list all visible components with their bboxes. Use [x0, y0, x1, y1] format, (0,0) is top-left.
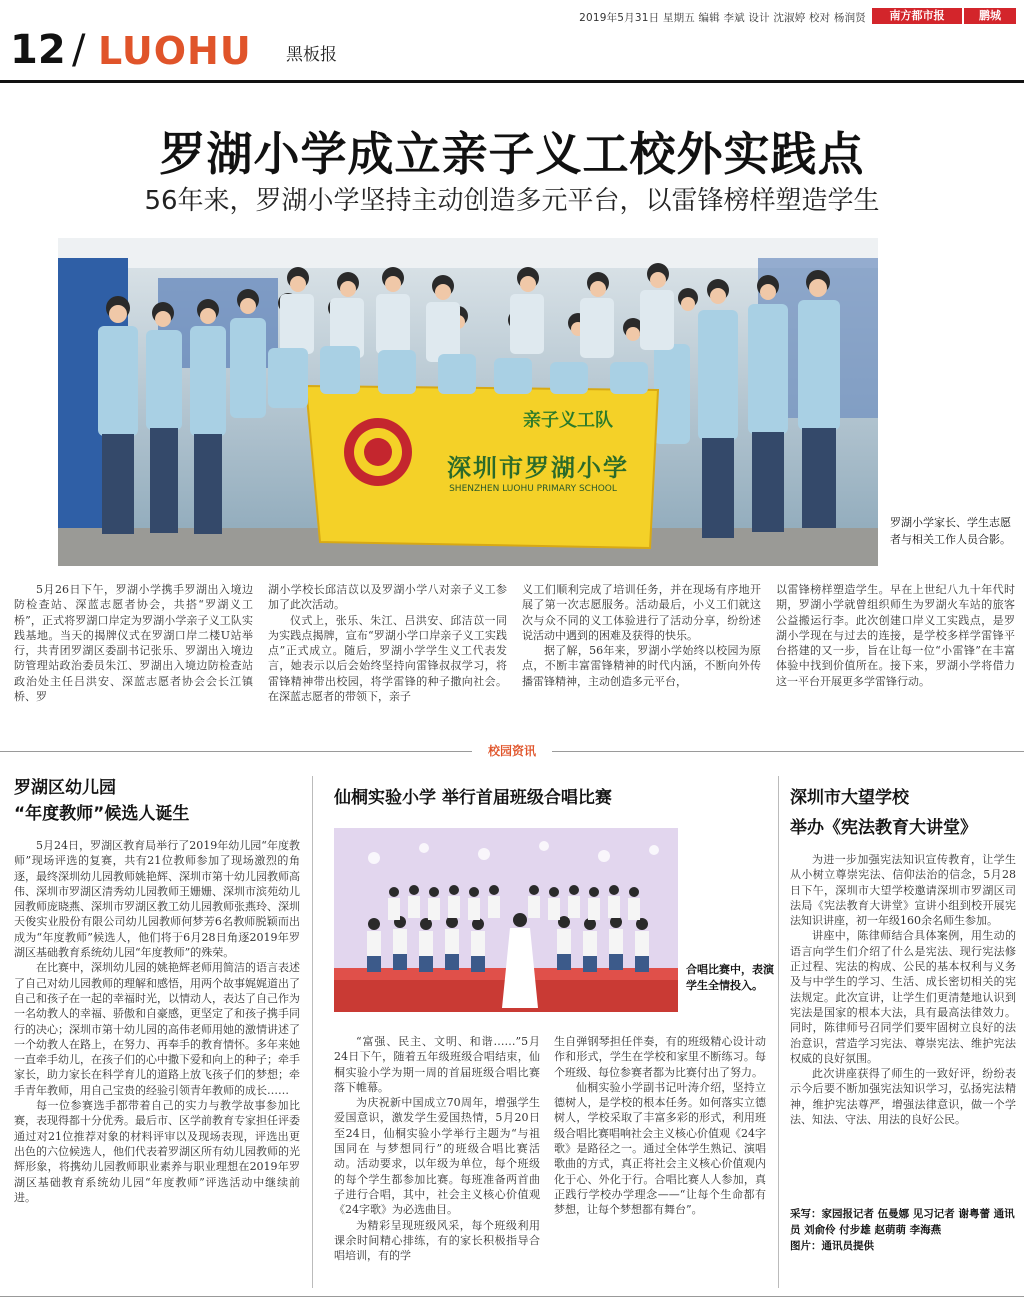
banner-text-2: 深圳市罗湖小学: [447, 454, 629, 482]
issue-meta: 2019年5月31日 星期五 编辑 李斌 设计 沈淑婷 校对 杨润贤: [579, 12, 866, 24]
newspaper-logo: 南方都市报: [872, 8, 962, 24]
choir-photo: [334, 828, 678, 1012]
lead-column-2: [268, 582, 507, 704]
lead-paragraph: 5月26日下午，罗湖小学携手罗湖出入境边防检查站、深蓝志愿者协会，共搭“罗湖义工桥”，正式将罗湖口岸定为罗湖小学亲子义工队实践基地。当天的揭牌仪式在罗湖口岸二楼U站举行，共青团罗湖区委副书记张乐、罗湖出入境边防管理站政治委员朱江、罗湖出入境边防检查站政治处主任吕洪安、深蓝志愿者协会会长江镇桥、罗: [14, 583, 253, 704]
left-article-title-1: 罗湖区幼儿园: [14, 778, 116, 798]
left-article-paragraph: 每一位参赛选手都带着自己的实力与教学故事参加比赛，表现得都十分优秀。最后市、区学前教育专家担任评委通过对21位推荐对象的材料评审以及现场表现，评选出更出色的六位候选人，他们代表着罗湖区所有幼儿园教师的光辉形象，将携幼儿园教师职业素养与职业理想在2019年罗湖区基础教育系统幼儿园“年度教师”评选活动中继续前进。: [14, 1099, 300, 1204]
right-article-paragraph: 讲座中，陈律师结合具体案例，用生动的语言向学生们介绍了什么是宪法、现行宪法修正过程、宪法的构成、公民的基本权利与义务及与中学生的学习、生活、成长密切相关的宪法规定。此次宣讲，让学生们更清楚地认识到宪法是国家的根本大法，具有最高法律效力。同时，陈律师号召同学们要牢固树立良好的法治意识，营造学习宪法、尊崇宪法、维护宪法权威的良好氛围。: [790, 929, 1016, 1065]
left-article-title-2: “年度教师”候选人诞生: [14, 804, 190, 824]
column-rule: [312, 776, 313, 1288]
section-label: 校园资讯: [472, 742, 552, 760]
right-article-title-1: 深圳市大望学校: [790, 788, 909, 808]
group-photo-illustration: [58, 238, 878, 566]
lead-column-3: [522, 582, 761, 689]
center-article-paragraph: “富强、民主、文明、和谐……”5月24日下午，随着五年级班级合唱结束，仙桐实验小学为期一周的首届班级合唱比赛落下帷幕。: [334, 1035, 540, 1094]
center-article-title: 仙桐实验小学 举行首届班级合唱比赛: [334, 788, 612, 808]
lead-paragraph: 仪式上，张乐、朱江、吕洪安、邱洁苡一同为实践点揭牌，宣布“罗湖小学口岸亲子义工实践点”正式成立。随后，罗湖小学学生义工代表发言，她表示以后会始终坚持向雷锋叔叔学习，将雷锋精神带出校园，将学雷锋的种子撒向社会。在深蓝志愿者的带领下，亲子: [268, 613, 507, 704]
page-headline: 罗湖小学成立亲子义工校外实践点: [159, 127, 865, 181]
right-article-title-2: 举办《宪法教育大讲堂》: [790, 818, 977, 838]
right-article-paragraph: 为进一步加强宪法知识宣传教育，让学生从小树立尊崇宪法、信仰法治的信念，5月28日下午，深圳市大望学校邀请深圳市罗湖区司法局《宪法教育大讲堂》宣讲小组到校开展宪法知识讲座，初一年级160余名师生参加。: [790, 853, 1016, 928]
edition-logo: 鹏城: [964, 8, 1016, 24]
article-credits: [790, 1206, 1018, 1254]
group-photo: [58, 238, 878, 566]
lead-column-1: [14, 582, 253, 704]
center-article-column-2: [554, 1034, 766, 1218]
column-rule: [778, 776, 779, 1288]
center-article-paragraph: 为庆祝新中国成立70周年，增强学生爱国意识，激发学生爱国热情，5月20日至24日，仙桐实验小学举行主题为“与祖国同在 与梦想同行”的班级合唱比赛活动。活动要求，以年级为单位，每个班级的每个学生都参加比赛。每班准备两首曲子进行合唱，其中，社会主义核心价值观《24字歌》为必选曲目。: [334, 1096, 540, 1217]
center-article-column-1: [334, 1034, 540, 1263]
center-article-paragraph: 仙桐实验小学副书记叶涛介绍，坚持立德树人，是学校的根本任务。如何落实立德树人，学校采取了丰富多彩的形式，利用班级合唱比赛唱响社会主义核心价值观《24字歌》是路径之一。通过全体学生熟记、演唱歌曲的方式，真正将社会主义核心价值观内化于心、外化于行。合唱比赛人人参加，真正践行学校办学理念——“让每个生命都有梦想，让每个梦想都有舞台”。: [554, 1080, 766, 1217]
lead-paragraph: 湖小学校长邱洁苡以及罗湖小学八对亲子义工参加了此次活动。: [268, 583, 507, 612]
lead-column-4: [776, 582, 1015, 689]
right-article-paragraph: 此次讲座获得了师生的一致好评，纷纷表示今后要不断加强宪法知识学习，弘扬宪法精神，维护宪法尊严，增强法律意识，做一个学法、知法、守法、用法的良好公民。: [790, 1067, 1016, 1127]
section-name: LUOHU: [98, 29, 252, 73]
reporter-credit: 采写：家园报记者 伍曼娜 见习记者 谢粤蕾 通讯员 刘俞伶 付步雄 赵萌萌 李海燕: [790, 1208, 1015, 1236]
masthead-bar: [0, 0, 1024, 28]
banner-text-1: 亲子义工队: [523, 410, 613, 431]
lead-paragraph: 以雷锋榜样塑造学生。早在上世纪八九十年代时期，罗湖小学就曾组织师生为罗湖火车站的旅客公益搬运行李。此次创建口岸义工实践点，是罗湖小学现在与过去的连接，是学校多样学雷锋平台搭建的又一步，旨在让每一位“小雷锋”在丰富体验中找到价值所在。接下来，罗湖小学将借力这一平台开展更多学雷锋行动。: [776, 583, 1015, 688]
top-rule: [0, 80, 1024, 83]
page-number: 12: [10, 27, 66, 73]
banner-text-3: SHENZHEN LUOHU PRIMARY SCHOOL: [449, 484, 617, 494]
photo-credit: 图片：通讯员提供: [790, 1240, 874, 1252]
page-subhead: 56年来，罗湖小学坚持主动创造多元平台，以雷锋榜样塑造学生: [144, 186, 880, 216]
bottom-rule: [0, 1296, 1024, 1297]
column-name: 黑板报: [286, 45, 337, 65]
group-photo-caption: 罗湖小学家长、学生志愿者与相关工作人员合影。: [890, 516, 1011, 546]
slash-divider: /: [72, 27, 86, 73]
left-article-paragraph: 5月24日，罗湖区教育局举行了2019年幼儿园“年度教师”现场评选的复赛，共有21位教师参加了现场激烈的角逐，最终深圳幼儿园教师姚艳辉、深圳市第十幼儿园教师高伟、深圳市罗湖区清秀幼儿园教师王姗姗、深圳市滨苑幼儿园教师庞晓燕、深圳市罗湖区教工幼儿园教师张燕玲、深圳天俊实业股份有限公司幼儿园教师何梦芳6名教师脱颖而出成为“年度教师”候选人，他们将于6月28日角逐2019年罗湖区基础教育系统幼儿园“年度教师”的殊荣。: [14, 839, 300, 960]
lead-paragraph: 据了解，56年来，罗湖小学始终以校园为原点，不断丰富雷锋精神的时代内涵，不断向外传播雷锋精神，主动创造多元平台，: [522, 644, 761, 688]
left-article-body: [14, 838, 300, 1205]
lead-paragraph: 义工们顺利完成了培训任务，并在现场有序地开展了第一次志愿服务。活动最后，小义工们就这次与众不同的义工体验进行了活动分享，纷纷述说活动中遇到的困难及获得的快乐。: [522, 583, 761, 642]
left-article-paragraph: 在比赛中，深圳幼儿园的姚艳辉老师用简洁的语言表述了自己对幼儿园教师的理解和感悟，用两个故事娓娓道出了自己和孩子在一起的幸福时光，以情动人，表达了自己作为一名幼教人的幸福、骄傲和自豪感，更坚定了和孩子携手同行的决心；深圳市第十幼儿园的高伟老师用她的激情讲述了一个幼教人在路上，在努力、再奉手的教育情怀。多年来她一直牵手幼儿，在孩子们的心中撒下爱和向上的种子；牵手家长，助力家长在科学育儿的道路上放飞孩子们的梦想；牵手青年教师，用自己宝贵的经验引领青年教师的成长……: [14, 961, 300, 1097]
choir-photo-caption: 合唱比赛中，表演学生全情投入。: [686, 963, 774, 992]
right-article-body: [790, 852, 1016, 1127]
choir-photo-illustration: [334, 828, 678, 1012]
center-article-paragraph: 生自弹钢琴担任伴奏，有的班级精心设计动作和形式，学生在学校和家里不断练习。每个班级、每位参赛者都为比赛付出了努力。: [554, 1035, 766, 1079]
center-article-paragraph: 为精彩呈现班级风采，每个班级利用课余时间精心排练，有的家长积极指导合唱培训，有的学: [334, 1218, 540, 1263]
